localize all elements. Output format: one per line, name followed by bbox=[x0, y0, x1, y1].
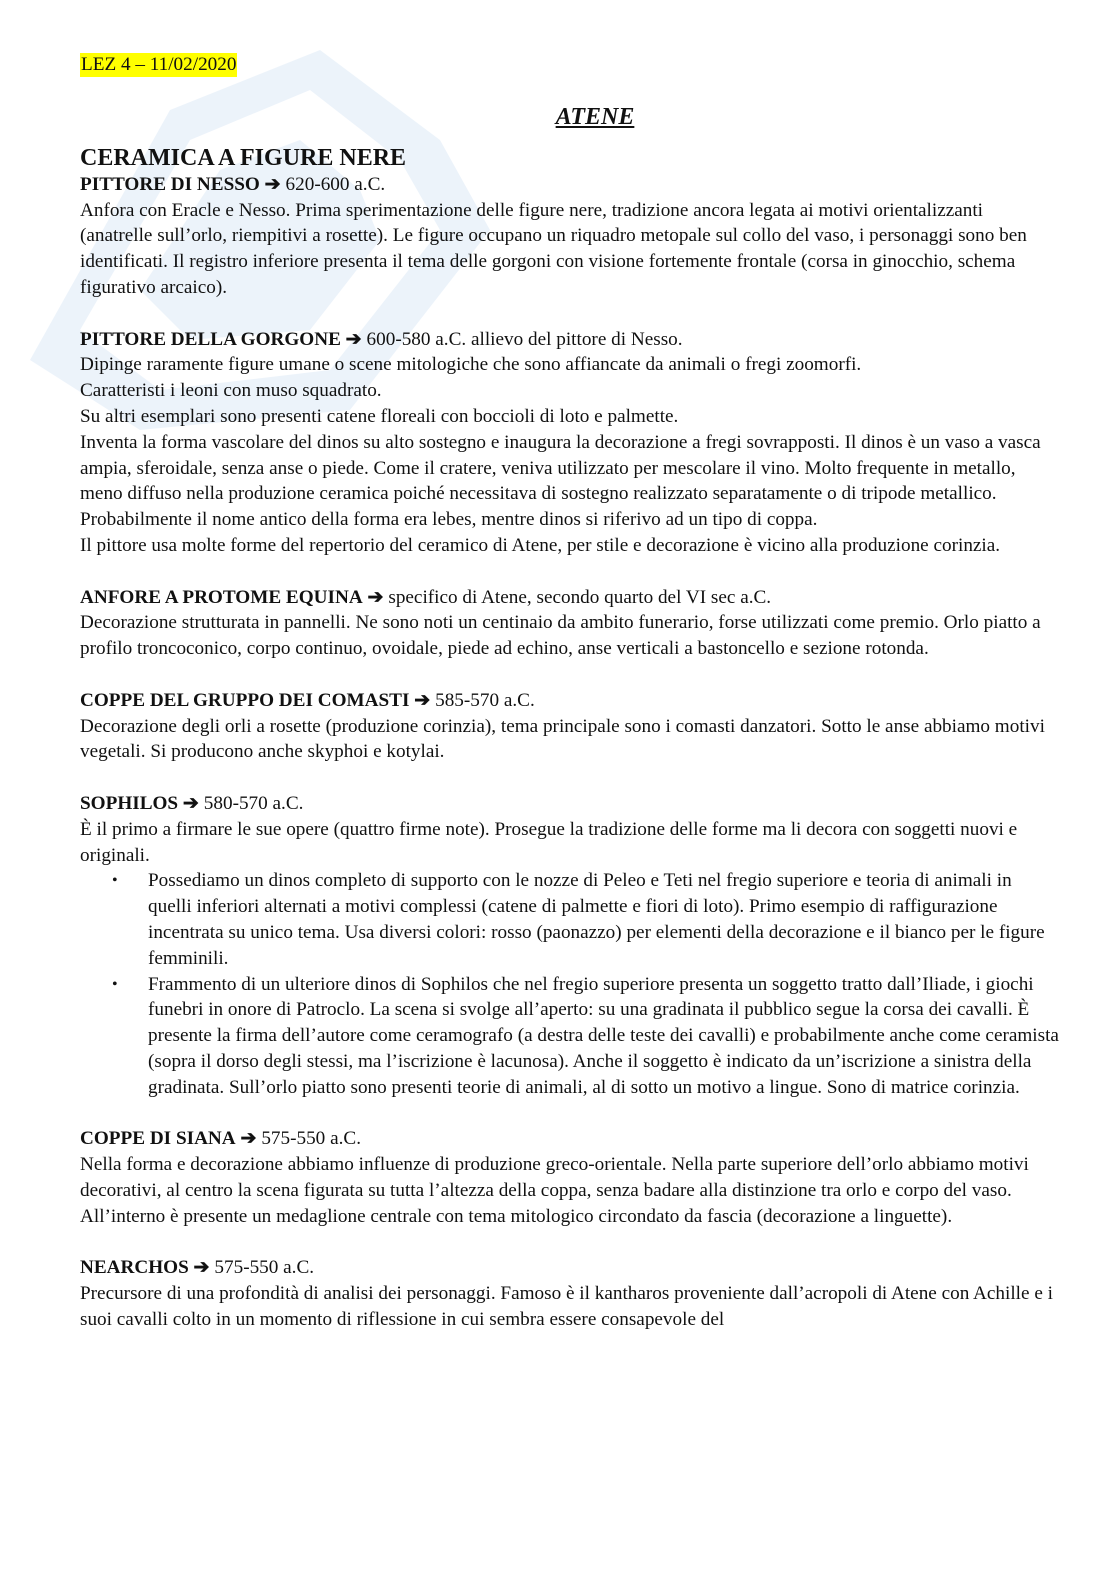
entry-heading bbox=[80, 327, 1060, 353]
entry-paragraph: Dipinge raramente figure umane o scene mitologiche che sono affiancate da animali o fregi zoomorfi. bbox=[80, 354, 862, 376]
arrow-right-icon: ➔ bbox=[193, 1257, 210, 1279]
entry-name: NEARCHOS bbox=[80, 1257, 189, 1279]
entry-paragraph: Inventa la forma vascolare del dinos su alto sostegno e inaugura la decorazione a fregi sovrapposti. Il dinos è un vaso a vasca ampia, sferoidale, senza anse o piede. Come il cratere, veniva utilizzato per mescolare il vino. Molto frequente in metallo, meno diffuso nella produzione ceramica poiché necessitava di sostegno realizzato separatamente o di tripode metallico. Probabilmente il nome antico della forma era lebes, mentre dinos si riferivo ad un tipo di coppa. bbox=[80, 431, 1041, 531]
entry-paragraph: Su altri esemplari sono presenti catene floreali con boccioli di loto e palmette. bbox=[80, 405, 679, 427]
entry-paragraph: È il primo a firmare le sue opere (quattro firme note). Prosegue la tradizione delle forme ma li decora con soggetti nuovi e originali. bbox=[80, 818, 1018, 866]
entry-block bbox=[80, 1255, 1060, 1332]
entry-block bbox=[80, 688, 1060, 765]
bullet-icon: • bbox=[112, 975, 118, 993]
entry-date: 575-550 a.C. bbox=[214, 1257, 315, 1279]
entries-list bbox=[80, 172, 1060, 1333]
entry-heading bbox=[80, 1255, 1060, 1281]
entry-date: 600-580 a.C. allievo del pittore di Nesso. bbox=[366, 328, 683, 350]
section-heading: CERAMICA A FIGURE NERE bbox=[80, 144, 407, 171]
arrow-right-icon: ➔ bbox=[240, 1128, 257, 1150]
entry-date: 620-600 a.C. bbox=[285, 173, 386, 195]
arrow-right-icon: ➔ bbox=[414, 689, 431, 711]
entry-name: PITTORE DELLA GORGONE bbox=[80, 328, 341, 350]
bullet-list bbox=[80, 868, 1060, 1100]
entry-heading bbox=[80, 791, 1060, 817]
list-item bbox=[80, 868, 1060, 971]
entry-name: PITTORE DI NESSO bbox=[80, 173, 260, 195]
entry-paragraph: Anfora con Eracle e Nesso. Prima sperimentazione delle figure nere, tradizione ancora legata ai motivi orientalizzanti (anatrelle sull’orlo, riempitivi a rosette). Le figure occupano un riquadro metopale sul collo del vaso, i personaggi sono ben identificati. Il registro inferiore presenta il tema delle gorgoni con visione fortemente frontale (corsa in ginocchio, schema figurativo arcaico). bbox=[80, 199, 1027, 298]
entry-paragraph: Decorazione strutturata in pannelli. Ne sono noti un centinaio da ambito funerario, forse utilizzati come premio. Orlo piatto a profilo troncoconico, corpo continuo, ovoidale, piede ad echino, anse verticali a bastoncello e sezione rotonda. bbox=[80, 612, 1041, 660]
entry-heading bbox=[80, 585, 1060, 611]
entry-date: 585-570 a.C. bbox=[435, 689, 535, 711]
document-page bbox=[80, 52, 1060, 1333]
entry-heading bbox=[80, 172, 1060, 198]
entry-paragraph: Nella forma e decorazione abbiamo influenze di produzione greco-orientale. Nella parte superiore dell’orlo abbiamo motivi decorativi, al centro la scena figurata su tutta l’altezza della coppa, senza badare alla distinzione tra orlo e corpo del vaso. All’interno è presente un medaglione centrale con tema mitologico circondato da fascia (decorazione a linguette). bbox=[80, 1154, 1029, 1227]
arrow-right-icon: ➔ bbox=[182, 792, 199, 814]
entry-date: 575-550 a.C. bbox=[261, 1128, 361, 1150]
entry-block bbox=[80, 585, 1060, 662]
list-item-text: Frammento di un ulteriore dinos di Sophilos che nel fregio superiore presenta un soggetto tratto dall’Iliade, i giochi funebri in onore di Patroclo. La scena si svolge all’aperto: su una gradinata il pubblico segue la corsa dei cavalli. È presente la firma dell’autore come ceramografo (a destra delle teste dei cavalli) e probabilmente anche come ceramista (sopra il dorso degli stessi, ma l’iscrizione è lacunosa). Anche il soggetto è indicato da un’iscrizione a sinistra della gradinata. Sull’orlo piatto sono presenti teorie di animali, al di sotto un motivo a lingue. Sono di matrice corinzia. bbox=[148, 973, 1059, 1098]
entry-name: COPPE DEL GRUPPO DEI COMASTI bbox=[80, 689, 410, 711]
entry-paragraph: Decorazione degli orli a rosette (produzione corinzia), tema principale sono i comasti danzatori. Sotto le anse abbiamo motivi vegetali. Si producono anche skyphoi e kotylai. bbox=[80, 715, 1045, 763]
entry-paragraph: Il pittore usa molte forme del repertorio del ceramico di Atene, per stile e decorazione è vicino alla produzione corinzia. bbox=[80, 534, 1001, 556]
entry-heading bbox=[80, 1126, 1060, 1152]
entry-name: ANFORE A PROTOME EQUINA bbox=[80, 586, 363, 608]
arrow-right-icon: ➔ bbox=[345, 328, 362, 350]
entry-name: COPPE DI SIANA bbox=[80, 1128, 236, 1150]
entry-block bbox=[80, 172, 1060, 301]
entry-block bbox=[80, 791, 1060, 1101]
list-item-text: Possediamo un dinos completo di supporto con le nozze di Peleo e Teti nel fregio superiore e teoria di animali in quelli inferiori alternati a motivi complessi (catene di palmette e fiori di loto). Primo esempio di raffigurazione incentrata su unico tema. Usa diversi colori: rosso (paonazzo) per elementi della decorazione e il bianco per le figure femminili. bbox=[148, 870, 1045, 969]
bullet-icon: • bbox=[112, 872, 118, 890]
entry-block bbox=[80, 327, 1060, 559]
lesson-date-highlight: LEZ 4 – 11/02/2020 bbox=[81, 54, 237, 75]
list-item bbox=[80, 972, 1060, 1101]
entry-paragraph: Precursore di una profondità di analisi dei personaggi. Famoso è il kantharos proveniente dall’acropoli di Atene con Achille e i suoi cavalli colto in un momento di riflessione in cui sembra essere consapevole del bbox=[80, 1283, 1053, 1330]
arrow-right-icon: ➔ bbox=[264, 173, 281, 195]
entry-date: specifico di Atene, secondo quarto del VI sec a.C. bbox=[388, 586, 772, 608]
entry-paragraph: Caratteristi i leoni con muso squadrato. bbox=[80, 380, 382, 402]
entry-date: 580-570 a.C. bbox=[203, 792, 304, 814]
entry-block bbox=[80, 1126, 1060, 1229]
entry-name: SOPHILOS bbox=[80, 792, 179, 814]
arrow-right-icon: ➔ bbox=[367, 586, 384, 608]
entry-heading bbox=[80, 688, 1060, 714]
lesson-header bbox=[80, 52, 1060, 78]
page-title: ATENE bbox=[555, 103, 635, 130]
